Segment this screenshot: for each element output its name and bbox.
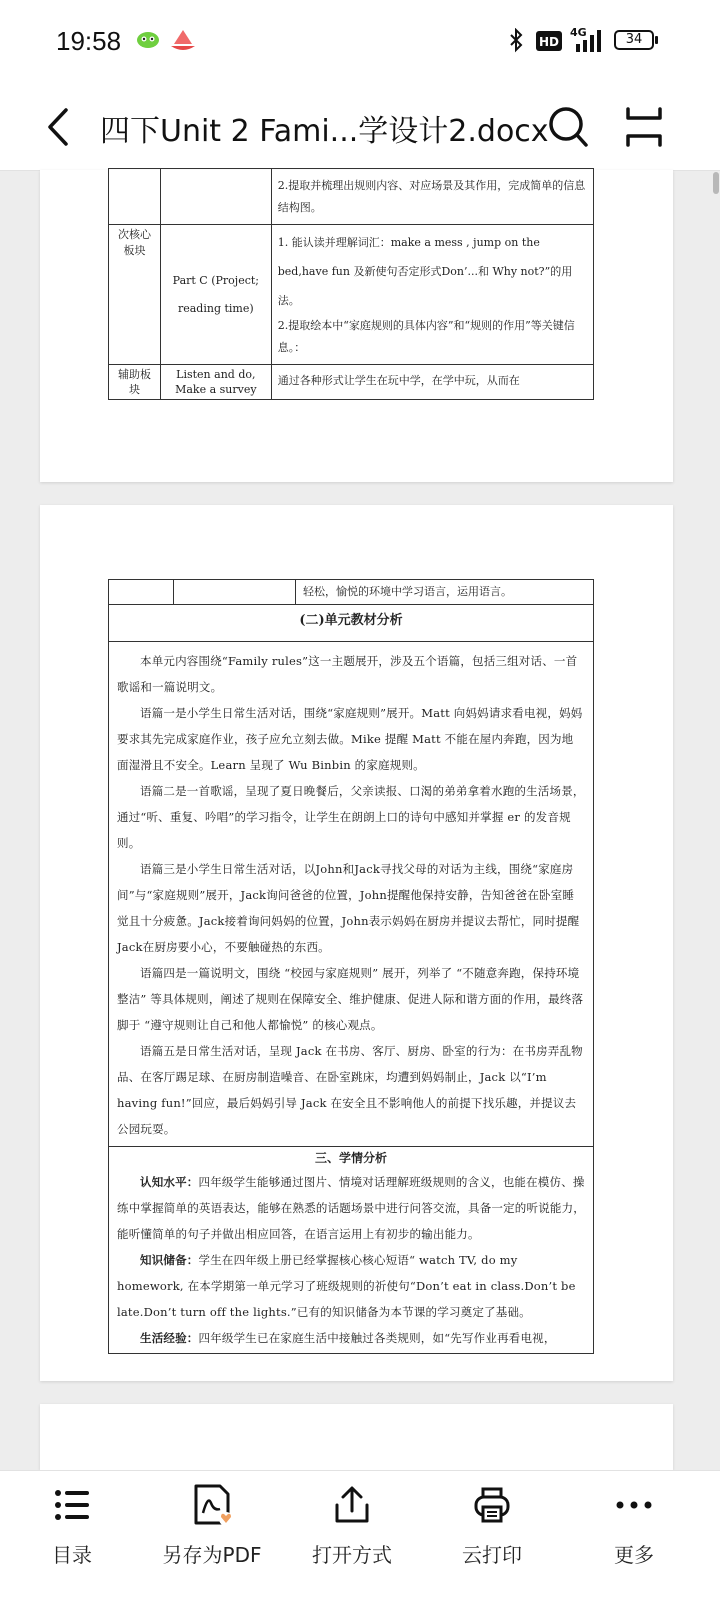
paragraph xyxy=(117,1247,585,1325)
svg-text:HD: HD xyxy=(538,35,560,49)
paragraph: 语篇四是一篇说明文，围绕 “校园与家庭规则” 展开，列举了 “不随意奔跑，保持环境整洁” 等具体规则，阐述了规则在保障安全、维护健康、促进人际和谐方面的作用，最终落脚于 “遵守规则让自己和他人都愉悦” 的核心观点。 xyxy=(117,966,584,1032)
cloud-print-label: 云打印 xyxy=(462,1543,522,1567)
share-icon xyxy=(332,1485,372,1525)
status-bar xyxy=(0,0,720,84)
document-page-2 xyxy=(40,505,673,1381)
more-icon xyxy=(614,1485,654,1525)
list-icon xyxy=(52,1485,92,1525)
paragraph-text: 四年级学生已在家庭生活中接触过各类规则，如“先写作业再看电视， xyxy=(198,1331,556,1345)
paragraph: 本单元内容围绕“Family rules”这一主题展开，涉及五个语篇，包括三组对话、一首歌谣和一篇说明文。 xyxy=(117,654,578,694)
table-cell xyxy=(160,169,271,225)
table-cell: Listen and do, Make a survey xyxy=(160,365,271,400)
document-title: 四下Unit 2 Fami...学设计2.docx xyxy=(100,114,549,149)
search-icon[interactable] xyxy=(546,104,590,150)
document-page-3 xyxy=(40,1404,673,1470)
open-with-label: 打开方式 xyxy=(312,1543,392,1567)
table-cell xyxy=(271,225,593,365)
objective-line: 2.提取绘本中“家庭规则的具体内容”和“规则的作用”等关键信息。： xyxy=(277,319,575,354)
table-cell: 轻松，愉悦的环境中学习语言，运用语言。 xyxy=(303,585,512,598)
table-cell xyxy=(109,580,174,604)
paragraph: 语篇二是一首歌谣，呈现了夏日晚餐后，父亲读报、口渴的弟弟拿着水跑的生活场景，通过“听、重复、吟唱”的学习指令，让学生在朗朗上口的诗句中感知并掌握 er 的发音规则。 xyxy=(117,784,585,850)
bottom-toolbar xyxy=(0,1470,720,1605)
battery-icon xyxy=(614,30,654,50)
paragraph-text: 学生在四年级上册已经掌握核心核心短语“ watch TV, do my homework, 在本学期第一单元学习了班级规则的祈使句“Don’t eat in class.Don’t be late.Don’t turn off the lights.”已有的知识储备为本节课的学习奠定了基础。 xyxy=(117,1253,576,1319)
status-time: 19:58 xyxy=(56,26,122,56)
table-cell xyxy=(109,169,161,225)
table-cell: 次核心板块 xyxy=(109,225,161,365)
pdf-icon xyxy=(190,1483,234,1527)
table-cell: Part C (Project; reading time) xyxy=(160,225,271,365)
boat-notification-icon xyxy=(170,28,196,52)
paragraph-label: 生活经验： xyxy=(140,1331,199,1345)
table-row xyxy=(109,580,593,605)
paragraph-text: 四年级学生能够通过图片、情境对话理解班级规则的含义，也能在模仿、操练中掌握简单的英语表达，能够在熟悉的话题场景中进行问答交流，具备一定的听说能力，能听懂简单的句子并做出相应回答，在语言运用上有初步的输出能力。 xyxy=(117,1175,585,1241)
signal-icon xyxy=(572,28,606,52)
network-type-label: 4G xyxy=(570,26,587,39)
table-block xyxy=(108,579,594,1354)
paragraph xyxy=(117,1325,585,1351)
more-label: 更多 xyxy=(614,1543,654,1567)
toc-label: 目录 xyxy=(52,1543,92,1567)
objective-line: 1. 能认读并理解词汇：make a mess , jump on the bed,have fun 及新使句否定形式Don’...和 Why not?”的用法。 xyxy=(277,236,573,307)
paragraph-label: 认知水平： xyxy=(140,1175,199,1189)
table-cell: 辅助板块 xyxy=(109,365,161,400)
table-cell: 2.提取并梳理出规则内容、对应场景及其作用，完成简单的信息结构图。 xyxy=(271,169,593,225)
back-icon[interactable] xyxy=(42,106,72,148)
save-as-pdf-label: 另存为PDF xyxy=(162,1543,262,1567)
read-mode-icon[interactable] xyxy=(624,106,664,148)
table-row xyxy=(109,169,594,225)
section-2-body xyxy=(109,642,593,1147)
battery-level: 34 xyxy=(625,32,643,47)
scroll-indicator[interactable] xyxy=(713,172,719,194)
hd-icon xyxy=(536,31,562,51)
objectives-table xyxy=(108,168,594,400)
printer-icon xyxy=(472,1485,512,1525)
battery-tip xyxy=(655,36,658,44)
app-bar xyxy=(0,84,720,171)
app-notification-icon xyxy=(136,30,160,50)
document-page-1 xyxy=(40,170,673,482)
paragraph xyxy=(117,1169,585,1247)
table-cell xyxy=(173,580,296,604)
table-cell: 通过各种形式让学生在玩中学，在学中玩，从而在 xyxy=(271,365,593,400)
paragraph: 语篇三是小学生日常生活对话，以John和Jack寻找父母的对话为主线，围绕“家庭房间”与“家庭规则”展开，Jack询问爸爸的位置，John提醒他保持安静，告知爸爸在卧室睡觉且十分疲惫。Jack接着询问妈妈的位置，John表示妈妈在厨房并提议去帮忙，同时提醒Jack在厨房要小心，不要触碰热的东西。 xyxy=(117,862,580,954)
section-2-title: (二)单元教材分析 xyxy=(109,605,593,642)
table-row xyxy=(109,225,594,365)
bluetooth-icon xyxy=(508,28,524,54)
table-row xyxy=(109,365,594,400)
section-3-title: 三、学情分析 xyxy=(314,1151,387,1165)
paragraph: 语篇一是小学生日常生活对话，围绕“家庭规则”展开。Matt 向妈妈请求看电视，妈妈要求其先完成家庭作业，孩子应允立刻去做。Mike 提醒 Matt 不能在屋内奔跑，因为地面湿滑且不安全。Learn 呈现了 Wu Binbin 的家庭规则。 xyxy=(117,706,583,772)
section-3-body xyxy=(109,1169,593,1353)
paragraph-label: 知识储备： xyxy=(140,1253,199,1267)
paragraph: 语篇五是日常生活对话，呈现 Jack 在书房、客厅、厨房、卧室的行为：在书房弄乱物品、在客厅踢足球、在厨房制造噪音、在卧室跳床，均遭到妈妈制止，Jack 以“I’m having fun!”回应，最后妈妈引导 Jack 在安全且不影响他人的前提下找乐趣，并提议去公园玩耍。 xyxy=(117,1044,583,1136)
